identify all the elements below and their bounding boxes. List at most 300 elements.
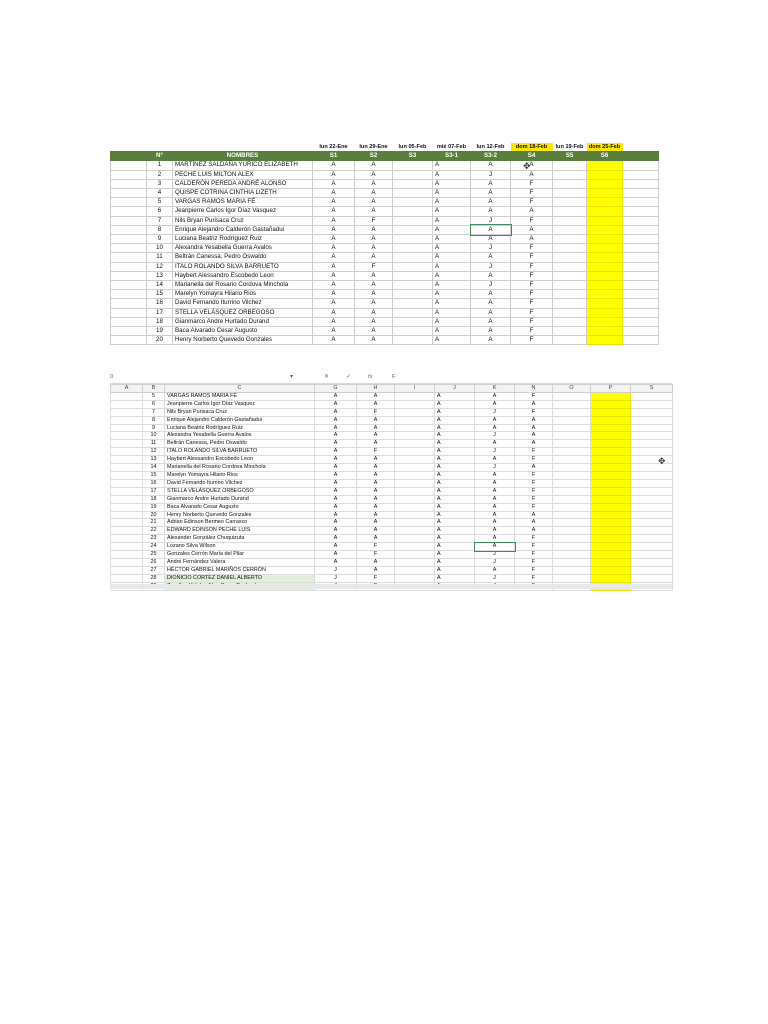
attendance-cell[interactable]	[553, 198, 587, 207]
attendance-cell[interactable]: 11	[147, 253, 173, 262]
column-letter-s[interactable]: S	[631, 385, 673, 393]
attendance-cell[interactable]: A	[433, 262, 471, 271]
attendance-cell[interactable]: A	[315, 408, 357, 416]
attendance-cell[interactable]: J	[471, 281, 511, 290]
column-header[interactable]: S3-2	[471, 152, 511, 161]
attendance-cell[interactable]	[553, 317, 587, 326]
student-name-cell[interactable]: Baca Alvarado Cesar Augusto	[165, 503, 315, 511]
attendance-cell[interactable]: A	[355, 327, 393, 336]
attendance-cell[interactable]: 9	[143, 424, 165, 432]
highlight-cell[interactable]	[591, 527, 631, 535]
attendance-cell[interactable]: 10	[143, 432, 165, 440]
student-name-cell[interactable]: VARGAS RAMOS MARIA FÉ	[165, 392, 315, 400]
attendance-cell[interactable]: A	[315, 456, 357, 464]
attendance-cell[interactable]	[553, 456, 591, 464]
attendance-cell[interactable]: F	[357, 543, 395, 551]
attendance-cell[interactable]: A	[435, 408, 475, 416]
attendance-cell[interactable]: J	[475, 408, 515, 416]
highlight-cell[interactable]	[591, 543, 631, 551]
attendance-cell[interactable]: A	[435, 551, 475, 559]
attendance-cell[interactable]: A	[315, 519, 357, 527]
column-header[interactable]: NOMBRES	[173, 152, 313, 161]
attendance-cell[interactable]	[395, 543, 435, 551]
attendance-cell[interactable]: F	[357, 574, 395, 582]
attendance-cell[interactable]	[395, 456, 435, 464]
attendance-cell[interactable]: 19	[143, 503, 165, 511]
attendance-cell[interactable]: A	[355, 271, 393, 280]
attendance-cell[interactable]: A	[435, 574, 475, 582]
attendance-cell[interactable]: 13	[147, 271, 173, 280]
attendance-cell[interactable]	[393, 189, 433, 198]
attendance-cell[interactable]: A	[435, 464, 475, 472]
attendance-cell[interactable]: 14	[147, 281, 173, 290]
attendance-cell[interactable]: A	[515, 432, 553, 440]
attendance-cell[interactable]: A	[433, 179, 471, 188]
highlight-cell[interactable]	[591, 471, 631, 479]
attendance-cell[interactable]	[395, 479, 435, 487]
attendance-cell[interactable]: A	[313, 207, 355, 216]
attendance-cell[interactable]: 12	[147, 262, 173, 271]
attendance-cell[interactable]: A	[357, 527, 395, 535]
attendance-cell[interactable]: A	[435, 456, 475, 464]
attendance-cell[interactable]: 13	[143, 456, 165, 464]
highlight-cell[interactable]	[587, 290, 623, 299]
highlight-cell[interactable]	[591, 400, 631, 408]
attendance-cell[interactable]: A	[435, 471, 475, 479]
attendance-cell[interactable]: A	[315, 527, 357, 535]
attendance-cell[interactable]: 12	[143, 448, 165, 456]
attendance-cell[interactable]	[553, 235, 587, 244]
attendance-cell[interactable]: F	[357, 448, 395, 456]
attendance-cell[interactable]: A	[433, 207, 471, 216]
attendance-cell[interactable]: F	[515, 448, 553, 456]
attendance-cell[interactable]: A	[357, 471, 395, 479]
student-name-cell[interactable]: Enrique Alejandro Calderón Gastañadui	[173, 225, 313, 234]
attendance-cell[interactable]: A	[313, 216, 355, 225]
attendance-cell[interactable]	[395, 566, 435, 574]
attendance-cell[interactable]	[553, 535, 591, 543]
attendance-cell[interactable]	[553, 290, 587, 299]
highlight-cell[interactable]	[587, 179, 623, 188]
attendance-cell[interactable]: A	[433, 216, 471, 225]
attendance-cell[interactable]: A	[475, 543, 515, 551]
attendance-cell[interactable]	[393, 198, 433, 207]
attendance-cell[interactable]: A	[435, 519, 475, 527]
attendance-cell[interactable]: A	[471, 253, 511, 262]
attendance-cell[interactable]	[393, 216, 433, 225]
attendance-cell[interactable]	[553, 471, 591, 479]
attendance-cell[interactable]	[553, 566, 591, 574]
attendance-cell[interactable]	[553, 440, 591, 448]
attendance-cell[interactable]: F	[511, 189, 553, 198]
date-header[interactable]: lun 19-Feb	[555, 144, 584, 150]
highlight-cell[interactable]	[587, 317, 623, 326]
highlight-cell[interactable]	[587, 336, 623, 345]
student-name-cell[interactable]: Lozano Silva Wilson	[165, 543, 315, 551]
attendance-cell[interactable]: A	[433, 308, 471, 317]
attendance-cell[interactable]: A	[433, 253, 471, 262]
attendance-cell[interactable]	[393, 262, 433, 271]
attendance-cell[interactable]: A	[357, 495, 395, 503]
attendance-cell[interactable]: A	[357, 503, 395, 511]
name-box[interactable]: 0	[110, 374, 114, 380]
attendance-cell[interactable]: 18	[147, 317, 173, 326]
attendance-cell[interactable]: A	[435, 566, 475, 574]
attendance-cell[interactable]	[553, 424, 591, 432]
column-letter-a[interactable]: A	[111, 385, 143, 393]
attendance-cell[interactable]: A	[511, 235, 553, 244]
attendance-cell[interactable]	[553, 253, 587, 262]
attendance-cell[interactable]: A	[357, 487, 395, 495]
attendance-cell[interactable]: 5	[143, 392, 165, 400]
highlight-cell[interactable]	[587, 207, 623, 216]
attendance-cell[interactable]	[553, 495, 591, 503]
student-name-cell[interactable]: Alexandra Yesabella Guerra Avalos	[173, 244, 313, 253]
student-name-cell[interactable]: Gianmarco Andre Hurtado Durand	[165, 495, 315, 503]
attendance-cell[interactable]: A	[435, 432, 475, 440]
attendance-cell[interactable]: A	[471, 225, 511, 234]
highlight-cell[interactable]	[591, 558, 631, 566]
student-name-cell[interactable]: PECHE LUIS MILTON ALEX	[173, 170, 313, 179]
attendance-cell[interactable]: A	[515, 464, 553, 472]
attendance-cell[interactable]: F	[515, 479, 553, 487]
student-name-cell[interactable]: Luciana Beatriz Rodríguez Ruiz	[173, 235, 313, 244]
attendance-cell[interactable]: 16	[147, 299, 173, 308]
highlight-cell[interactable]	[587, 189, 623, 198]
attendance-cell[interactable]: A	[471, 308, 511, 317]
attendance-cell[interactable]: F	[357, 408, 395, 416]
attendance-cell[interactable]: A	[357, 424, 395, 432]
attendance-cell[interactable]	[553, 271, 587, 280]
attendance-cell[interactable]: J	[475, 464, 515, 472]
attendance-cell[interactable]: A	[471, 290, 511, 299]
attendance-cell[interactable]	[393, 253, 433, 262]
attendance-cell[interactable]: A	[315, 543, 357, 551]
attendance-cell[interactable]: 25	[143, 551, 165, 559]
column-header[interactable]: S3-1	[433, 152, 471, 161]
attendance-cell[interactable]	[395, 424, 435, 432]
attendance-cell[interactable]	[553, 487, 591, 495]
attendance-cell[interactable]: A	[315, 416, 357, 424]
attendance-cell[interactable]: A	[315, 448, 357, 456]
attendance-cell[interactable]	[395, 551, 435, 559]
attendance-cell[interactable]: F	[515, 503, 553, 511]
attendance-cell[interactable]: A	[355, 179, 393, 188]
highlight-cell[interactable]	[591, 495, 631, 503]
attendance-cell[interactable]: A	[511, 170, 553, 179]
column-header[interactable]: S4	[511, 152, 553, 161]
attendance-cell[interactable]	[553, 281, 587, 290]
attendance-cell[interactable]: A	[433, 189, 471, 198]
column-header[interactable]: S2	[355, 152, 393, 161]
attendance-cell[interactable]: A	[515, 440, 553, 448]
attendance-cell[interactable]: A	[315, 440, 357, 448]
attendance-cell[interactable]: 4	[147, 189, 173, 198]
attendance-cell[interactable]: A	[475, 527, 515, 535]
attendance-cell[interactable]: A	[313, 271, 355, 280]
attendance-cell[interactable]: A	[313, 161, 355, 170]
attendance-cell[interactable]: A	[433, 336, 471, 345]
attendance-cell[interactable]	[553, 574, 591, 582]
attendance-cell[interactable]: A	[315, 400, 357, 408]
column-header[interactable]: N°	[147, 152, 173, 161]
highlight-cell[interactable]	[591, 432, 631, 440]
attendance-cell[interactable]: A	[475, 456, 515, 464]
student-name-cell[interactable]: DIONICIO CORTEZ DANIEL ALBERTO	[165, 574, 315, 582]
student-name-cell[interactable]: Marelyn Yomayra Hilario Rios	[173, 290, 313, 299]
attendance-cell[interactable]: A	[435, 440, 475, 448]
attendance-cell[interactable]: A	[433, 299, 471, 308]
attendance-cell[interactable]: A	[313, 170, 355, 179]
highlight-cell[interactable]	[591, 535, 631, 543]
attendance-cell[interactable]: A	[471, 271, 511, 280]
attendance-cell[interactable]	[393, 235, 433, 244]
attendance-cell[interactable]: 17	[147, 308, 173, 317]
column-letter-o[interactable]: O	[553, 385, 591, 393]
attendance-cell[interactable]: 8	[147, 225, 173, 234]
highlight-cell[interactable]	[591, 416, 631, 424]
attendance-cell[interactable]: A	[355, 299, 393, 308]
attendance-cell[interactable]	[393, 161, 433, 170]
attendance-cell[interactable]	[395, 440, 435, 448]
attendance-cell[interactable]: 24	[143, 543, 165, 551]
attendance-cell[interactable]: A	[355, 253, 393, 262]
highlight-cell[interactable]	[587, 235, 623, 244]
column-letter-j[interactable]: J	[435, 385, 475, 393]
attendance-cell[interactable]: F	[357, 551, 395, 559]
student-name-cell[interactable]: Jeanpierre Carlos Igor Díaz Vasquez	[173, 207, 313, 216]
attendance-cell[interactable]: 10	[147, 244, 173, 253]
attendance-cell[interactable]	[553, 503, 591, 511]
highlight-cell[interactable]	[591, 566, 631, 574]
attendance-cell[interactable]: A	[357, 456, 395, 464]
attendance-cell[interactable]: A	[357, 566, 395, 574]
student-name-cell[interactable]: VARGAS RAMOS MARIA FÉ	[173, 198, 313, 207]
attendance-cell[interactable]: A	[357, 400, 395, 408]
attendance-cell[interactable]: A	[475, 471, 515, 479]
attendance-cell[interactable]: J	[475, 448, 515, 456]
attendance-cell[interactable]: F	[511, 244, 553, 253]
highlight-cell[interactable]	[591, 519, 631, 527]
attendance-cell[interactable]: A	[357, 558, 395, 566]
attendance-cell[interactable]: A	[355, 308, 393, 317]
attendance-cell[interactable]	[553, 464, 591, 472]
attendance-cell[interactable]	[393, 299, 433, 308]
attendance-cell[interactable]: J	[475, 551, 515, 559]
attendance-cell[interactable]: A	[313, 299, 355, 308]
attendance-cell[interactable]: A	[355, 189, 393, 198]
attendance-cell[interactable]: A	[435, 400, 475, 408]
highlight-cell[interactable]	[591, 448, 631, 456]
attendance-cell[interactable]: F	[355, 216, 393, 225]
attendance-cell[interactable]: A	[355, 170, 393, 179]
attendance-cell[interactable]: A	[355, 235, 393, 244]
column-letter-h[interactable]: H	[357, 385, 395, 393]
attendance-cell[interactable]: A	[315, 432, 357, 440]
attendance-cell[interactable]	[553, 408, 591, 416]
highlight-cell[interactable]	[591, 479, 631, 487]
attendance-cell[interactable]: A	[313, 308, 355, 317]
attendance-cell[interactable]: A	[475, 487, 515, 495]
attendance-cell[interactable]	[395, 416, 435, 424]
attendance-cell[interactable]	[395, 408, 435, 416]
attendance-cell[interactable]: 18	[143, 495, 165, 503]
attendance-cell[interactable]	[395, 519, 435, 527]
attendance-cell[interactable]: A	[313, 253, 355, 262]
highlight-cell[interactable]	[587, 161, 623, 170]
student-name-cell[interactable]: Baca Alvarado Cesar Augusto	[173, 327, 313, 336]
attendance-cell[interactable]	[553, 479, 591, 487]
column-header[interactable]: S5	[553, 152, 587, 161]
attendance-cell[interactable]	[393, 170, 433, 179]
attendance-cell[interactable]: 3	[147, 179, 173, 188]
highlight-cell[interactable]	[591, 408, 631, 416]
date-header[interactable]: lun 05-Feb	[398, 144, 427, 150]
attendance-cell[interactable]: A	[433, 235, 471, 244]
student-name-cell[interactable]: Alexander González Chuquizuta	[165, 535, 315, 543]
attendance-cell[interactable]	[395, 503, 435, 511]
attendance-cell[interactable]: A	[355, 207, 393, 216]
student-name-cell[interactable]: Marianella del Rosario Cordova Minchola	[165, 464, 315, 472]
attendance-cell[interactable]: 19	[147, 327, 173, 336]
attendance-cell[interactable]: A	[313, 179, 355, 188]
attendance-cell[interactable]	[393, 290, 433, 299]
attendance-cell[interactable]: A	[475, 503, 515, 511]
attendance-cell[interactable]: 27	[143, 566, 165, 574]
attendance-cell[interactable]: J	[475, 558, 515, 566]
attendance-cell[interactable]: A	[433, 271, 471, 280]
student-name-cell[interactable]: ITALO ROLANDO SILVA BARRUETO	[173, 262, 313, 271]
attendance-cell[interactable]: A	[313, 336, 355, 345]
attendance-cell[interactable]: 21	[143, 519, 165, 527]
attendance-cell[interactable]	[395, 464, 435, 472]
student-name-cell[interactable]: Gianmarco Andre Hurtado Durand	[173, 317, 313, 326]
student-name-cell[interactable]: David Fernando Iturrino Vilchez	[173, 299, 313, 308]
attendance-cell[interactable]: A	[471, 198, 511, 207]
attendance-cell[interactable]: A	[355, 244, 393, 253]
attendance-cell[interactable]: J	[475, 432, 515, 440]
column-letter-c[interactable]: C	[165, 385, 315, 393]
cancel-icon[interactable]: ✕	[324, 374, 329, 380]
attendance-cell[interactable]	[553, 299, 587, 308]
attendance-cell[interactable]: A	[475, 392, 515, 400]
attendance-cell[interactable]: 8	[143, 416, 165, 424]
student-name-cell[interactable]: CALDERÓN PEREDA ANDRÉ ALONSO	[173, 179, 313, 188]
attendance-cell[interactable]: A	[475, 424, 515, 432]
highlight-cell[interactable]	[587, 327, 623, 336]
student-name-cell[interactable]: Haybert Alessandro Escobedo Leon	[173, 271, 313, 280]
attendance-cell[interactable]: A	[357, 416, 395, 424]
attendance-cell[interactable]: F	[515, 495, 553, 503]
highlight-cell[interactable]	[591, 511, 631, 519]
attendance-cell[interactable]: 20	[143, 511, 165, 519]
attendance-cell[interactable]: A	[433, 161, 471, 170]
attendance-cell[interactable]: 2	[147, 170, 173, 179]
student-name-cell[interactable]: QUISPE COTRINA CINTHIA LIZETH	[173, 189, 313, 198]
attendance-cell[interactable]: F	[511, 308, 553, 317]
attendance-cell[interactable]: F	[515, 487, 553, 495]
column-letter-p[interactable]: P	[591, 385, 631, 393]
attendance-cell[interactable]	[553, 392, 591, 400]
attendance-cell[interactable]: F	[511, 336, 553, 345]
attendance-cell[interactable]: A	[435, 448, 475, 456]
attendance-cell[interactable]: A	[313, 290, 355, 299]
attendance-cell[interactable]: A	[471, 336, 511, 345]
student-name-cell[interactable]: Beltrán Canessa, Pedro Oswaldo	[165, 440, 315, 448]
student-name-cell[interactable]: Nils Bryan Purisaca Cruz	[165, 408, 315, 416]
horizontal-scrollbar[interactable]	[110, 584, 672, 589]
attendance-cell[interactable]: F	[511, 281, 553, 290]
attendance-cell[interactable]: A	[471, 179, 511, 188]
attendance-cell[interactable]: A	[511, 207, 553, 216]
fx-icon[interactable]: fx	[368, 374, 373, 380]
date-header[interactable]: dom 18-Feb	[511, 143, 553, 152]
student-name-cell[interactable]: David Fernando Iturrino Vilchez	[165, 479, 315, 487]
attendance-cell[interactable]	[553, 543, 591, 551]
highlight-cell[interactable]	[591, 487, 631, 495]
attendance-cell[interactable]: 7	[147, 216, 173, 225]
highlight-cell[interactable]	[591, 503, 631, 511]
attendance-cell[interactable]: J	[475, 574, 515, 582]
attendance-cell[interactable]: A	[433, 317, 471, 326]
attendance-cell[interactable]	[553, 189, 587, 198]
attendance-cell[interactable]: A	[433, 198, 471, 207]
column-header[interactable]: S3	[393, 152, 433, 161]
student-name-cell[interactable]: Jeanpierre Carlos Igor Díaz Vasquez	[165, 400, 315, 408]
date-header[interactable]: lun 22-Ene	[319, 144, 348, 150]
attendance-cell[interactable]: A	[315, 558, 357, 566]
attendance-cell[interactable]: A	[433, 327, 471, 336]
attendance-cell[interactable]: A	[435, 503, 475, 511]
attendance-cell[interactable]: A	[435, 487, 475, 495]
attendance-cell[interactable]: A	[357, 464, 395, 472]
attendance-cell[interactable]: A	[435, 543, 475, 551]
attendance-cell[interactable]: A	[355, 336, 393, 345]
attendance-cell[interactable]: A	[433, 170, 471, 179]
attendance-cell[interactable]	[553, 262, 587, 271]
highlight-cell[interactable]	[591, 574, 631, 582]
attendance-cell[interactable]	[553, 519, 591, 527]
attendance-cell[interactable]: A	[355, 290, 393, 299]
attendance-cell[interactable]: A	[471, 317, 511, 326]
attendance-cell[interactable]: A	[475, 535, 515, 543]
attendance-cell[interactable]	[553, 225, 587, 234]
attendance-cell[interactable]: A	[433, 244, 471, 253]
attendance-cell[interactable]: A	[357, 519, 395, 527]
attendance-cell[interactable]	[395, 511, 435, 519]
date-header[interactable]: mié 07-Feb	[436, 144, 467, 150]
attendance-cell[interactable]: A	[435, 511, 475, 519]
attendance-cell[interactable]	[553, 327, 587, 336]
highlight-cell[interactable]	[591, 392, 631, 400]
attendance-cell[interactable]: A	[357, 440, 395, 448]
attendance-cell[interactable]	[393, 244, 433, 253]
student-name-cell[interactable]: Marianella del Rosario Cordova Minchola	[173, 281, 313, 290]
attendance-cell[interactable]: A	[475, 511, 515, 519]
attendance-cell[interactable]: A	[475, 440, 515, 448]
attendance-cell[interactable]: A	[511, 225, 553, 234]
attendance-cell[interactable]: 9	[147, 235, 173, 244]
attendance-cell[interactable]	[553, 336, 587, 345]
attendance-cell[interactable]	[395, 432, 435, 440]
attendance-cell[interactable]: A	[475, 400, 515, 408]
formula-input[interactable]: F	[392, 374, 396, 380]
attendance-cell[interactable]: 11	[143, 440, 165, 448]
attendance-cell[interactable]	[393, 179, 433, 188]
column-header[interactable]: S6	[587, 152, 623, 161]
highlight-cell[interactable]	[587, 281, 623, 290]
attendance-cell[interactable]: A	[515, 511, 553, 519]
